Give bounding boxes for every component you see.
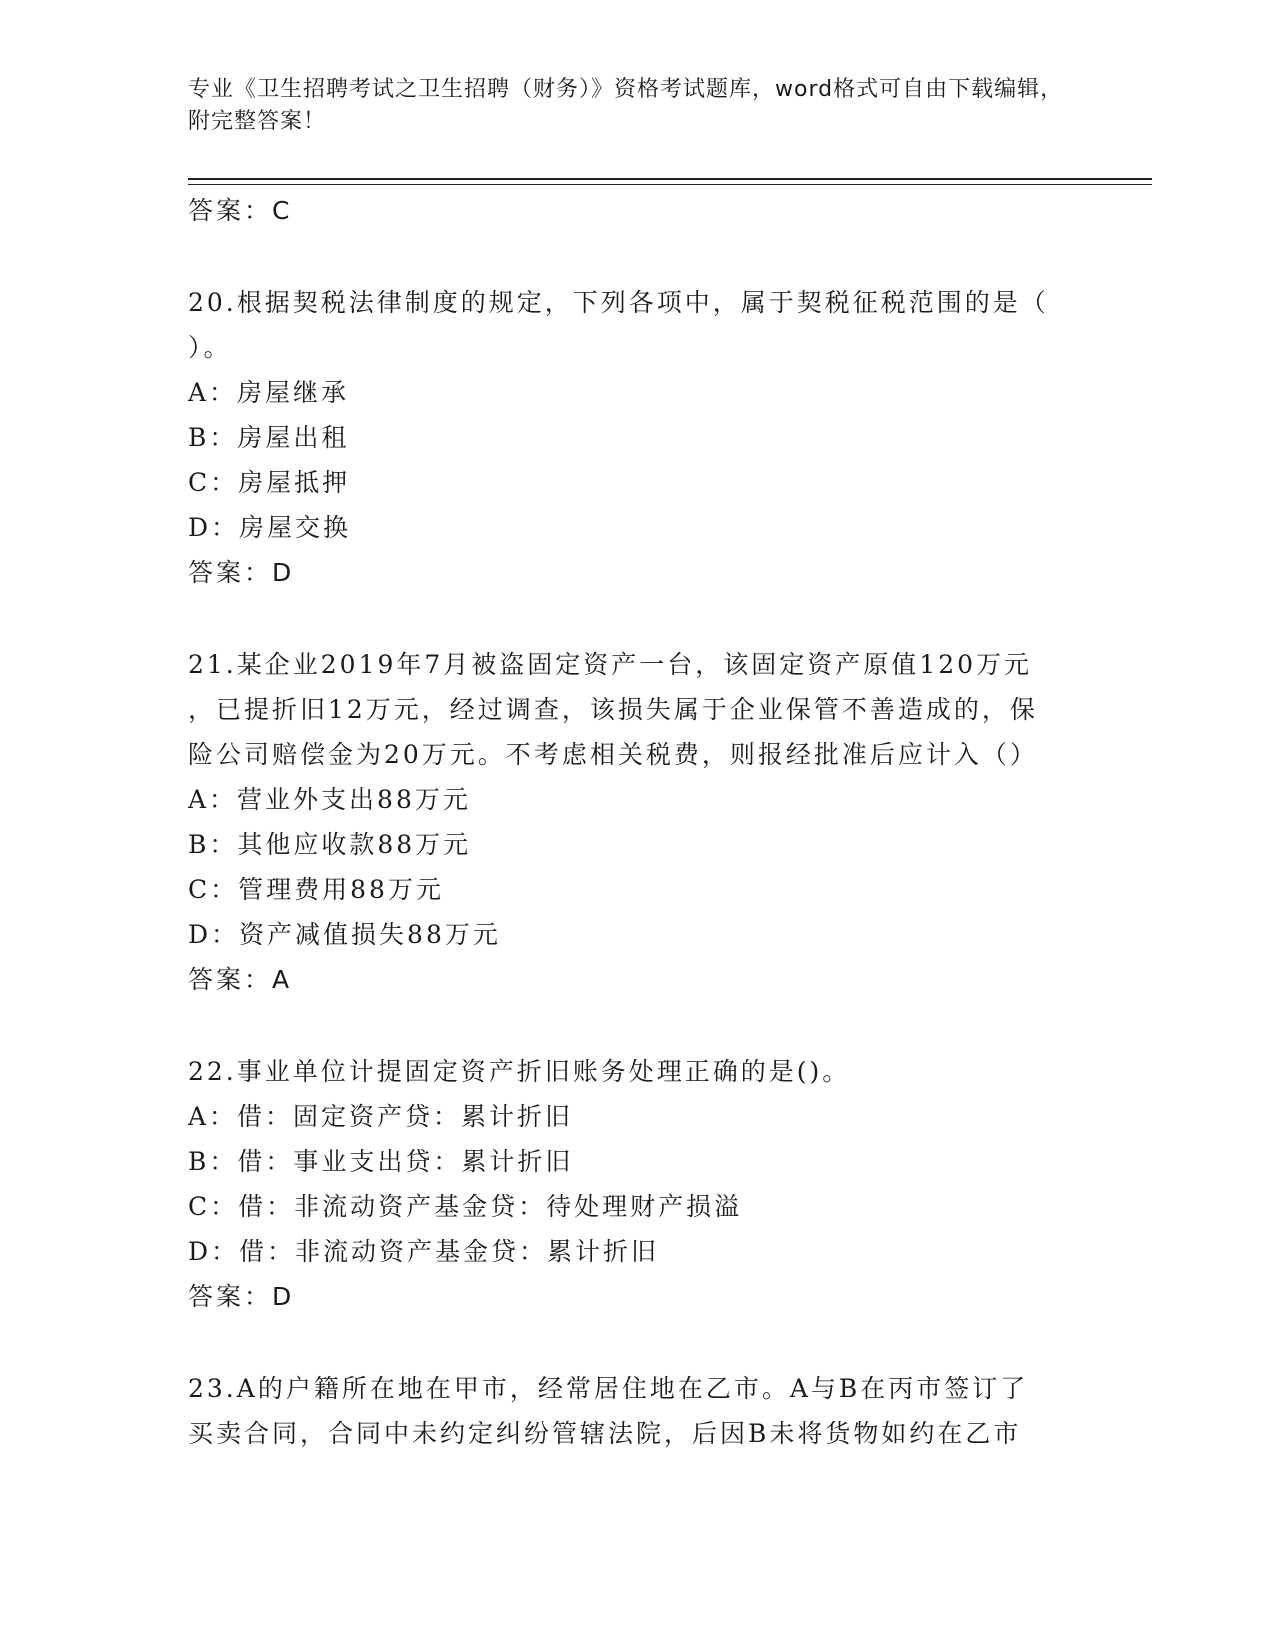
question-stem-line: ）。 xyxy=(188,333,232,362)
option-c: C：借：非流动资产基金贷：待处理财产损溢 xyxy=(188,1192,743,1221)
question-20 xyxy=(188,280,1088,596)
header-divider-thin xyxy=(188,184,1152,185)
question-stem-line: 20.根据契税法律制度的规定，下列各项中，属于契税征税范围的是（ xyxy=(188,288,1049,317)
spacer xyxy=(188,1320,1088,1366)
question-stem-line: 买卖合同，合同中未约定纠纷管辖法院，后因B未将货物如约在乙市 xyxy=(188,1419,1022,1448)
question-22 xyxy=(188,1049,1088,1320)
question-stem-line: 22.事业单位计提固定资产折旧账务处理正确的是()。 xyxy=(188,1057,851,1086)
option-a: A：营业外支出88万元 xyxy=(188,785,471,814)
question-21 xyxy=(188,642,1088,1003)
question-stem-line: 险公司赔偿金为20万元。不考虑相关税费，则报经批准后应计入（） xyxy=(188,740,1038,769)
option-d: D：借：非流动资产基金贷：累计折旧 xyxy=(188,1237,660,1266)
answer-line: 答案：C xyxy=(188,196,293,225)
option-b: B：其他应收款88万元 xyxy=(188,830,472,859)
question-stem-line: 23.A的户籍所在地在甲市，经常居住地在乙市。A与B在丙市签订了 xyxy=(188,1374,1029,1403)
answer-line: 答案：A xyxy=(188,965,293,994)
option-d: D：房屋交换 xyxy=(188,513,352,542)
option-a: A：房屋继承 xyxy=(188,378,350,407)
question-23 xyxy=(188,1366,1088,1456)
header-divider-thick xyxy=(188,178,1152,180)
answer-line: 答案：D xyxy=(188,1282,295,1311)
spacer xyxy=(188,1003,1088,1049)
option-c: C：管理费用88万元 xyxy=(188,875,444,904)
question-stem-line: 21.某企业2019年7月被盗固定资产一台，该固定资产原值120万元 xyxy=(188,650,1033,679)
document-header xyxy=(188,74,1068,138)
option-b: B：借：事业支出贷：累计折旧 xyxy=(188,1147,574,1176)
option-d: D：资产减值损失88万元 xyxy=(188,920,501,949)
spacer xyxy=(188,234,1088,280)
answer-line: 答案：D xyxy=(188,558,295,587)
spacer xyxy=(188,596,1088,642)
question-list xyxy=(188,188,1088,1456)
option-c: C：房屋抵押 xyxy=(188,468,351,497)
question-stem-line: ，已提折旧12万元，经过调查，该损失属于企业保管不善造成的，保 xyxy=(188,695,1038,724)
option-a: A：借：固定资产贷：累计折旧 xyxy=(188,1102,574,1131)
option-b: B：房屋出租 xyxy=(188,423,350,452)
header-text: 专业《卫生招聘考试之卫生招聘（财务）》资格考试题库，word格式可自由下载编辑，附完整答案！ xyxy=(188,77,1064,134)
